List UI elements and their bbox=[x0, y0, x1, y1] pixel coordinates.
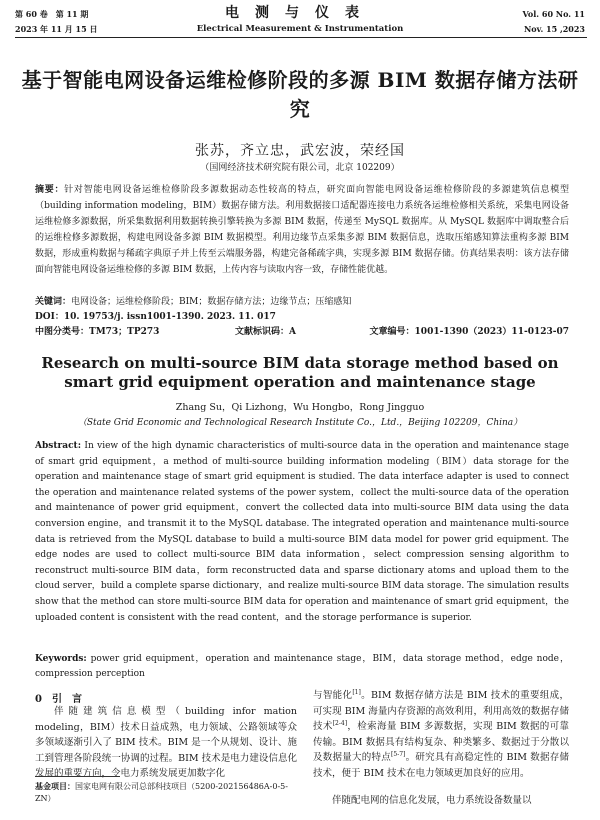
section-number: 0 bbox=[35, 694, 42, 705]
journal-header bbox=[0, 5, 600, 37]
paper-title-en: Research on multi-source BIM data storage method based on smart grid equipment operation and maintenance stage bbox=[41, 354, 559, 391]
affiliation-en: （State Grid Economic and Technological Research Institute Co.，Ltd.，Beijing 102209，China） bbox=[77, 418, 523, 428]
body-right-paragraph-2: 伴随配电网的信息化发展，电力系统设备数量以 bbox=[332, 795, 532, 806]
funding-text: 国家电网有限公司总部科技项目（5200-202156486A-0-5-ZN） bbox=[35, 782, 288, 803]
abstract-cn-text: 针对智能电网设备运维检修阶段多源数据动态性较高的特点，研究面向智能电网设备运维检修阶段的多源建筑信息模型（building information modeling，BIM）数据存储方法。利用数据接口适配器连接电力系统各运维检修相关系统，采集电网设备运维检修多源数据，所采集数据利用数据转换引擎转换为多源 BIM 数据，传递至 MySQL 数据库。从 MySQL 数据库中调取整合后的运维检修多源数据，构建电网设备多源 BIM 数据模型。利用边缘节点采集多源 BIM 数据信息，选取压缩感知算法重构多源 BIM 数据，形成重构数据与稀疏字典原子并上传至云端服务器，构建完备稀疏字典，实现多源 BIM 数据存储。仿真结果表明：该方法存储面向智能电网设备运维检修的多源 BIM 数据，上传内容与读取内容一致，存储性能优越。 bbox=[35, 185, 569, 275]
abstract-cn-label: 摘要： bbox=[35, 185, 65, 195]
keywords-en bbox=[35, 652, 569, 682]
footnote-rule bbox=[35, 776, 120, 777]
citation-2-4: [2-4] bbox=[332, 719, 348, 727]
article-number: 文章编号：1001-1390（2023）11-0123-07 bbox=[369, 327, 569, 337]
keywords-cn bbox=[35, 295, 569, 310]
body-right-column bbox=[313, 688, 569, 781]
funding-note bbox=[35, 780, 300, 805]
keywords-cn-text: 电网设备；运维检修阶段；BIM；数据存储方法；边缘节点；压缩感知 bbox=[71, 297, 352, 307]
doi: DOI：10. 19753/j. issn1001-1390. 2023. 11. 017 bbox=[35, 312, 276, 322]
citation-5-7: [5-7] bbox=[391, 750, 406, 758]
body-right-text-b: 。BIM 数据存储方法是 BIM 技术的重要组成，可实现 BIM 海量内存资源的高效利用，利用高效的数据存储技术 bbox=[313, 690, 569, 732]
affiliation-cn: （国网经济技术研究院有限公司，北京 102209） bbox=[200, 163, 400, 173]
date-en: Nov. 15 ,2023 bbox=[523, 24, 585, 34]
header-rule bbox=[15, 37, 587, 38]
abstract-en-label: Abstract: bbox=[35, 441, 82, 451]
volume-en: Vol. 60 No. 11 bbox=[522, 9, 585, 19]
funding-label: 基金项目： bbox=[35, 781, 75, 791]
keywords-cn-label: 关键词： bbox=[35, 297, 72, 307]
issue-date: 2023 年 11 月 15 日 bbox=[15, 24, 98, 34]
keywords-en-label: Keywords: bbox=[35, 654, 87, 664]
body-left-text: 伴随建筑信息模型（building infor mation modeling，BIM）技术日益成熟，电力领域、公路领域等众多领域逐渐引入了 BIM 技术。BIM 是一个从规划、设计、施工到管理各阶段统一协调的过程。BIM 技术是电力建设信息化发展的重要方向，令电力系统发展更加数字化 bbox=[35, 706, 297, 779]
body-right-text-c: ，检索海量 BIM 多源数据，实现 BIM 数据的可靠传输。BIM 数据具有结构复杂、种类繁多、数据过于分散以及数据量大的特点 bbox=[313, 721, 569, 763]
abstract-en bbox=[35, 439, 569, 626]
body-right-text-d: 。研究具有高稳定性的 BIM 数据存储技术，便于 BIM 技术在电力领域更加良好的应用。 bbox=[313, 752, 569, 779]
clc-number: 中图分类号：TM73；TP273 bbox=[35, 327, 160, 337]
authors-en: Zhang Su，Qi Lizhong，Wu Hongbo，Rong Jingguo bbox=[175, 402, 425, 413]
body-right-text-a: 与智能化 bbox=[313, 690, 353, 701]
authors-cn: 张苏，齐立忠，武宏波，荣经国 bbox=[195, 143, 405, 159]
abstract-cn bbox=[35, 182, 569, 278]
issue-volume: 第 60 卷 第 11 期 bbox=[15, 9, 89, 19]
document-code: 文献标识码：A bbox=[235, 327, 296, 337]
section-title: 引 言 bbox=[51, 694, 82, 705]
journal-name-cn: 电测与仪表 bbox=[225, 5, 375, 21]
journal-name-en: Electrical Measurement & Instrumentation bbox=[196, 24, 404, 34]
keywords-en-text: power grid equipment，operation and maintenance stage，BIM，data storage method，edge node，compression perception bbox=[35, 654, 569, 679]
paper-title-cn: 基于智能电网设备运维检修阶段的多源 BIM 数据存储方法研究 bbox=[21, 68, 579, 121]
abstract-en-text: In view of the high dynamic characteristics of multi-source data in the operation and maintenance stage of smart grid equipment，a method of multi-source building information modeling（BIM）data storage for the operation and maintenance stage of smart grid equipment is studied. The data interface adapter is used to connect the operation and maintenance related systems of the power system，collect the multi-source data of the operation and maintenance of power grid equipment，convert the collected data into multi-source BIM data using the data conversion engine，and transmit it to the MySQL database. The integrated operation and maintenance multi-source data is retrieved from the MySQL database to build a multi-source BIM data model for power grid equipment. The edge nodes are used to collect multi-source BIM data information，select compression sensing algorithm to reconstruct multi-source BIM data，form reconstructed data and sparse dictionary atoms and upload them to the cloud server，build a complete sparse dictionary，and realize multi-source BIM data storage. The simulation results show that the method can store multi-source BIM data for operation and maintenance of smart grid equipment，the uploaded content is consistent with the read content，and the storage performance is superior. bbox=[35, 441, 569, 623]
classification-row bbox=[35, 325, 569, 340]
citation-1: [1] bbox=[352, 688, 361, 696]
body-left-column bbox=[35, 704, 297, 782]
section-heading bbox=[35, 690, 82, 705]
